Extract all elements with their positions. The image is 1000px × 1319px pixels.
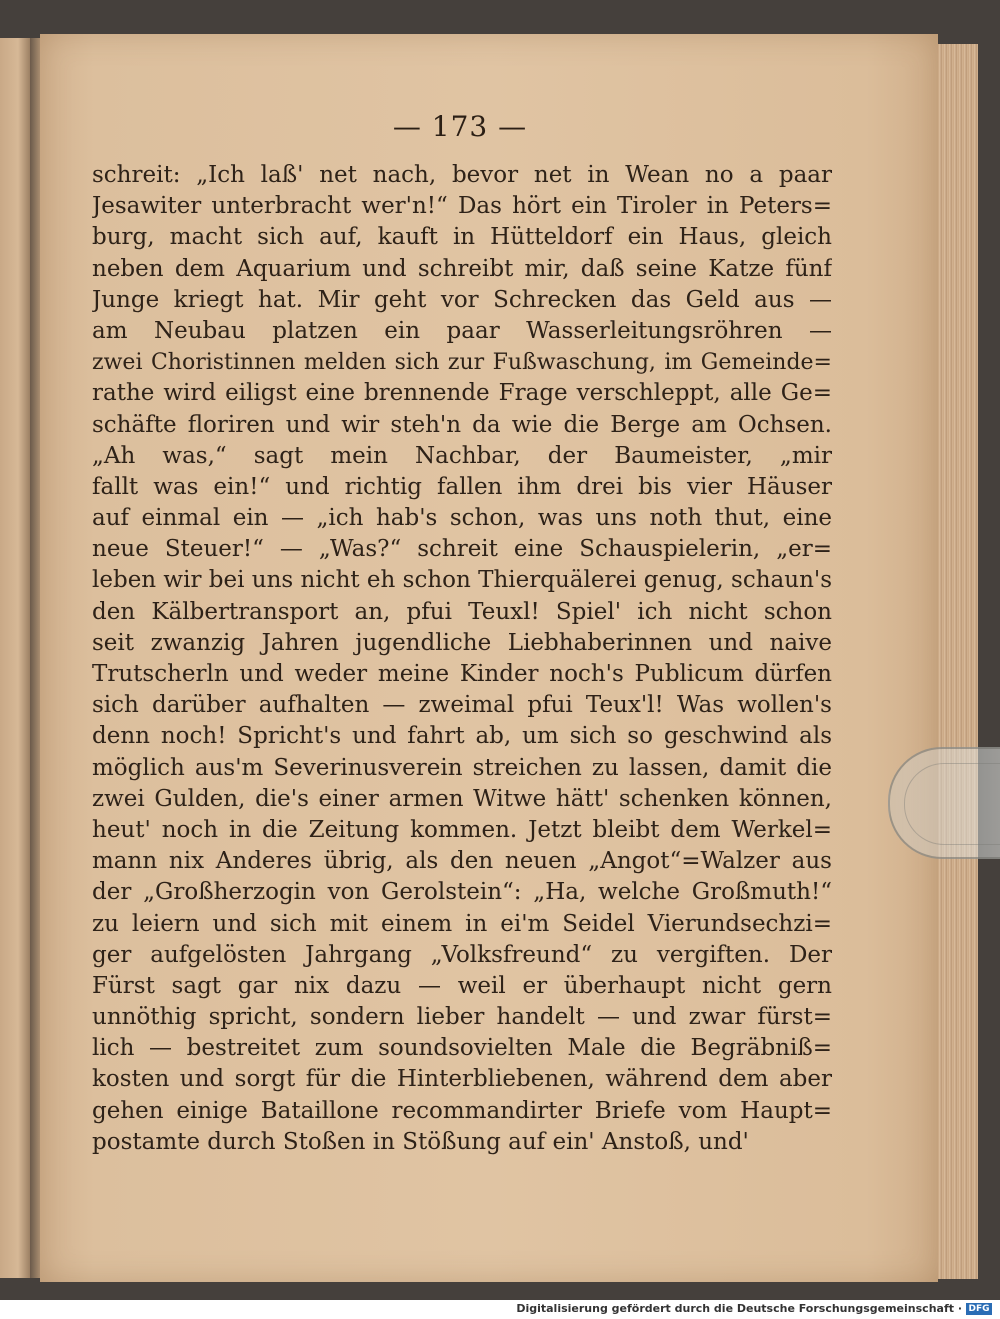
text-line: auf einmal ein — „ich hab's schon, was uns noth thut, eine: [92, 505, 832, 532]
footer-credit: Digitalisierung gefördert durch die Deutsche Forschungsgemeinschaft ·: [516, 1302, 962, 1315]
text-line: schreit: „Ich laß' net nach, bevor net in Wean no a paar: [92, 162, 832, 188]
text-line: mann nix Anderes übrig, als den neuen „Angot“=Walzer aus: [92, 848, 832, 875]
text-line: am Neubau platzen ein paar Wasserleitungsröhren —: [92, 317, 832, 344]
text-line: zwei Gulden, die's einer armen Witwe hätt' schenken können,: [92, 785, 832, 812]
text-line: burg, macht sich auf, kauft in Hütteldorf ein Haus, gleich: [92, 224, 832, 251]
text-line: Trutscherln und weder meine Kinder noch's Publicum dürfen: [92, 661, 832, 687]
text-line: neue Steuer!“ — „Was?“ schreit eine Schauspielerin, „er=: [92, 536, 832, 563]
text-line: zu leiern und sich mit einem in ei'm Seidel Vierundsechzi=: [92, 910, 832, 937]
text-line: denn noch! Spricht's und fahrt ab, um sich so geschwind als: [92, 723, 832, 750]
dfg-logo-icon: DFG: [966, 1303, 992, 1315]
clip-inner-edge: [904, 763, 1000, 845]
text-line: heut' noch in die Zeitung kommen. Jetzt bleibt dem Werkel=: [92, 816, 832, 843]
text-line: schäfte floriren und wir steh'n da wie die Berge am Ochsen.: [92, 411, 832, 438]
plastic-page-clip: [888, 747, 1000, 859]
text-line: Jesawiter unterbracht wer'n!“ Das hört ein Tiroler in Peters=: [92, 193, 832, 220]
text-line: der „Großherzogin von Gerolstein“: „Ha, welche Großmuth!“: [92, 879, 832, 906]
left-page-edge: [0, 38, 30, 1278]
text-line: sich darüber aufhalten — zweimal pfui Teux'l! Was wollen's: [92, 692, 832, 719]
page-edges: [938, 44, 978, 1279]
text-line: „Ah was,“ sagt mein Nachbar, der Baumeister, „mir: [92, 442, 832, 469]
text-line: Fürst sagt gar nix dazu — weil er überhaupt nicht gern: [92, 972, 832, 999]
text-line: den Kälbertransport an, pfui Teuxl! Spiel' ich nicht schon: [92, 598, 832, 625]
page-text: [92, 160, 832, 1158]
text-line: zwei Choristinnen melden sich zur Fußwaschung, im Gemeinde=: [92, 350, 832, 376]
text-line: unnöthig spricht, sondern lieber handelt — und zwar fürst=: [92, 1004, 832, 1031]
text-line: fallt was ein!“ und richtig fallen ihm drei bis vier Häuser: [92, 473, 832, 500]
book-gutter: [30, 38, 40, 1278]
text-line: seit zwanzig Jahren jugendliche Liebhaberinnen und naive: [92, 629, 832, 656]
text-line: postamte durch Stoßen in Stößung auf ein' Anstoß, und': [92, 1128, 749, 1155]
text-line: neben dem Aquarium und schreibt mir, daß seine Katze fünf: [92, 255, 832, 282]
text-line: Junge kriegt hat. Mir geht vor Schrecken das Geld aus —: [92, 286, 832, 313]
page-number: — 173 —: [392, 110, 528, 143]
text-line: leben wir bei uns nicht eh schon Thierquälerei genug, schaun's: [92, 567, 832, 594]
text-line: lich — bestreitet zum soundsovielten Male die Begräbniß=: [92, 1035, 832, 1062]
text-line: ger aufgelösten Jahrgang „Volksfreund“ zu vergiften. Der: [92, 941, 832, 968]
text-line: möglich aus'm Severinusverein streichen zu lassen, damit die: [92, 754, 832, 781]
text-line: rathe wird eiligst eine brennende Frage verschleppt, alle Ge=: [92, 380, 832, 407]
text-line: gehen einige Bataillone recommandirter Briefe vom Haupt=: [92, 1097, 832, 1124]
digitization-footer: [0, 1300, 1000, 1319]
text-line: kosten und sorgt für die Hinterbliebenen, während dem aber: [92, 1066, 832, 1093]
